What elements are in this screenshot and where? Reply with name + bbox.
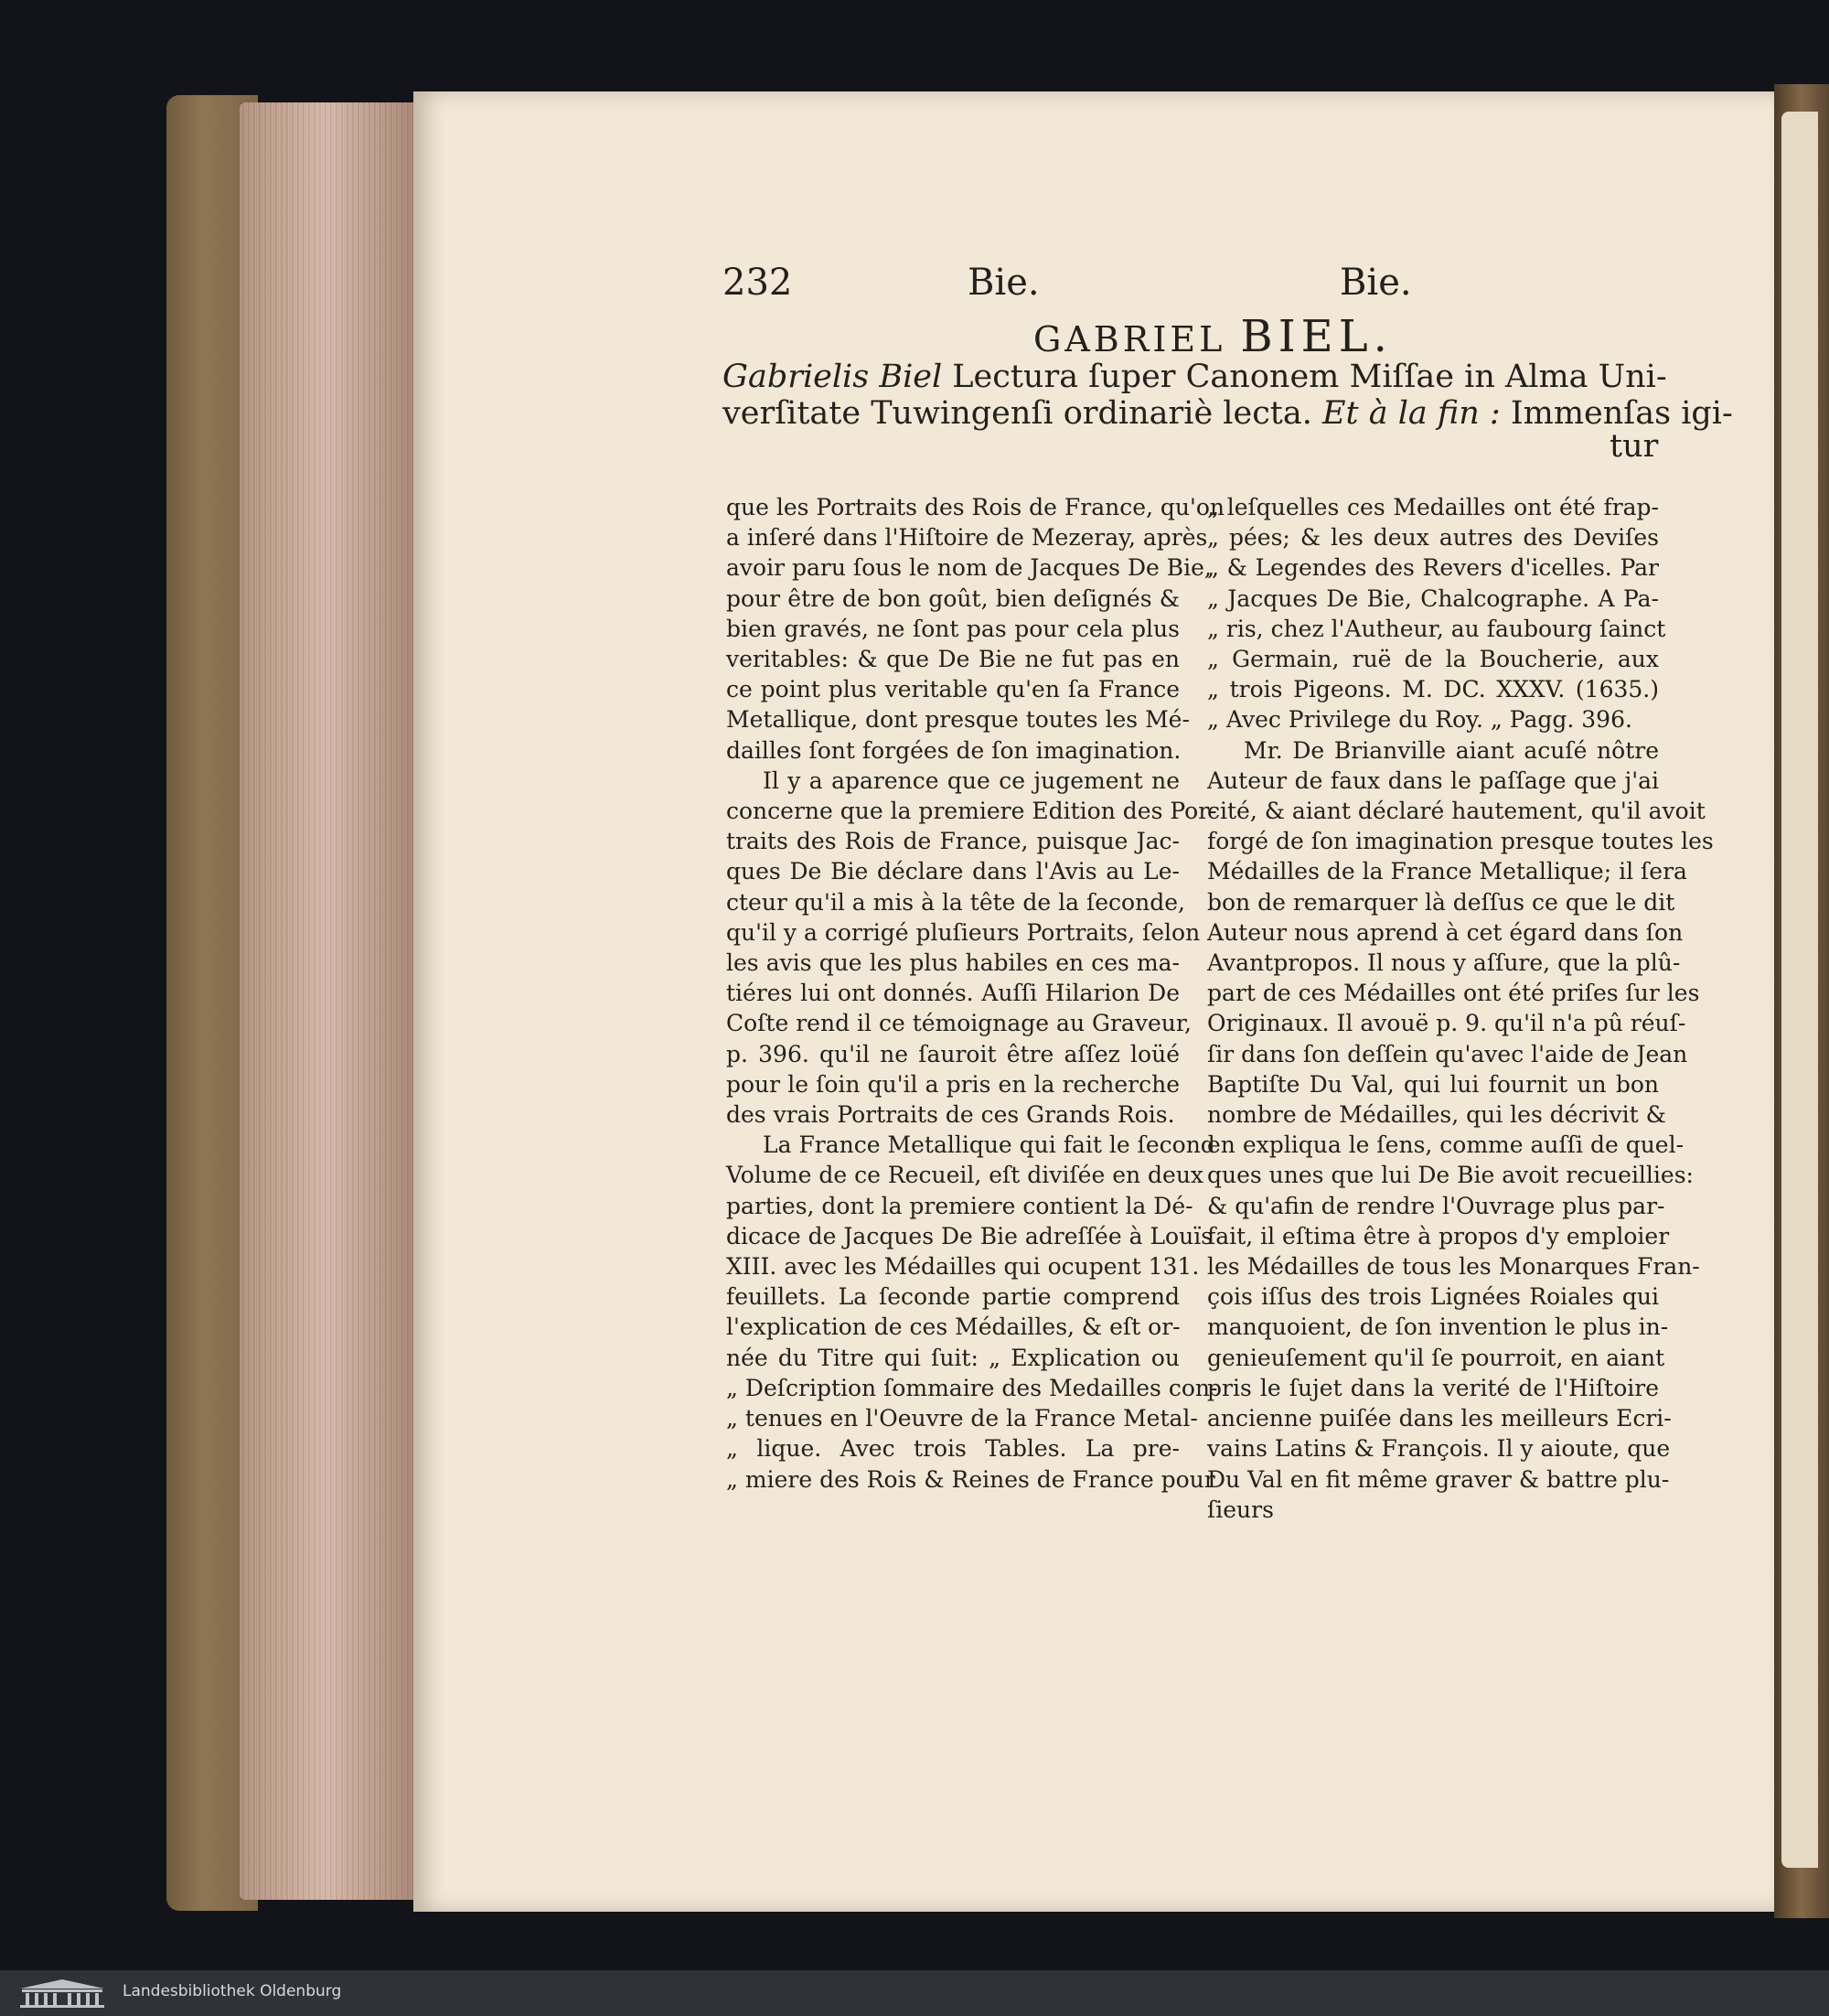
text-line: „ Jacques De Bie, Chalcographe. A Pa- [1207, 584, 1659, 612]
text-line: Mr. De Brianville aiant acuſé nôtre [1244, 736, 1659, 764]
text-line: Avantpropos. Il nous y aſſure, que la plû- [1207, 949, 1681, 977]
text-line: çois iſſus des trois Lignées Roiales qui [1207, 1283, 1659, 1311]
page-number: 232 [722, 262, 793, 304]
text-line: forgé de ſon imagination presque toutes les [1207, 828, 1714, 855]
text-line: pris le ſujet dans la verité de l'Hiſtoire [1207, 1374, 1659, 1401]
text-line: Coſte rend il ce témoignage au Graveur, [726, 1010, 1192, 1037]
text-line: & qu'afin de rendre l'Ouvrage plus par- [1207, 1192, 1665, 1219]
text-line: „ leſquelles ces Medailles ont été frap- [1207, 494, 1659, 520]
text-line: ce point plus veritable qu'en ſa France [726, 676, 1180, 703]
library-building-icon [16, 1978, 108, 2009]
text-line: Auteur de faux dans le paſſage que j'ai [1207, 767, 1659, 794]
text-line: Metallique, dont presque toutes les Mé- [726, 706, 1190, 734]
text-line: concerne que la premiere Edition des Por- [726, 798, 1217, 825]
text-line: XIII. avec les Médailles qui ocupent 131. [726, 1253, 1200, 1281]
text-line: manquoient, de ſon invention le plus in- [1207, 1314, 1669, 1341]
text-line: Du Val en fit même graver & battre plu- [1207, 1465, 1670, 1493]
text-line: traits des Rois de France, puisque Jac- [726, 828, 1180, 855]
text-line: vains Latins & François. Il y aioute, que [1207, 1435, 1671, 1463]
entry-title [1033, 311, 1393, 362]
entry-title-first: GABRIEL [1033, 319, 1226, 359]
running-head-right: Bie. [1340, 262, 1412, 304]
text-line: bien gravés, ne ſont pas pour cela plus [726, 615, 1180, 642]
text-line: ſir dans ſon deſſein qu'avec l'aide de Jean [1207, 1040, 1688, 1067]
text-line: pour être de bon goût, bien deſignés & [726, 584, 1180, 612]
text-line: en expliqua le ſens, comme auſſi de quel- [1207, 1131, 1685, 1159]
left-text-column [726, 492, 1225, 1495]
text-line: „ pées; & les deux autres des Deviſes [1207, 524, 1659, 552]
text-line: part de ces Médailles ont été priſes ſur les [1207, 980, 1700, 1007]
text-line: „ Avec Privilege du Roy. „ Pagg. 396. [1207, 706, 1632, 734]
text-line: Il y a aparence que ce jugement ne [763, 767, 1180, 794]
text-line: a inſeré dans l'Hiſtoire de Mezeray, après [726, 524, 1208, 552]
text-line: cteur qu'il a mis à la tête de la ſeconde, [726, 888, 1185, 916]
text-line: ques De Bie déclare dans l'Avis au Le- [726, 858, 1180, 885]
library-name: Landesbibliothek Oldenburg [123, 1982, 342, 2000]
right-text-column [1207, 492, 1714, 1525]
text-line: „ Germain, ruë de la Boucherie, aux [1207, 646, 1659, 673]
text-line: bon de remarquer là deſſus ce que le dit [1207, 888, 1675, 916]
text-line: p. 396. qu'il ne ſauroit être aſſez loüé [726, 1040, 1180, 1067]
text-line: dailles ſont forgées de ſon imagination. [726, 736, 1182, 764]
book-cover-right [1774, 84, 1829, 1918]
text-line: l'explication de ces Médailles, & eſt or- [726, 1314, 1181, 1341]
text-line: „ trois Pigeons. M. DC. XXXV. (1635.) [1207, 676, 1659, 703]
text-line: nombre de Médailles, qui les décrivit & [1207, 1101, 1666, 1129]
page-edges [240, 102, 413, 1900]
text-line: „ lique. Avec trois Tables. La pre- [726, 1435, 1180, 1463]
text-line: ques unes que lui De Bie avoit recueillies: [1207, 1162, 1694, 1189]
text-line: Volume de ce Recueil, eſt diviſée en deux [726, 1162, 1204, 1189]
text-line: avoir paru ſous le nom de Jacques De Bie, [726, 554, 1212, 582]
text-line: que les Portraits des Rois de France, qu'on [726, 494, 1225, 520]
text-line: pour le ſoin qu'il a pris en la recherche [726, 1070, 1180, 1098]
text-line: dicace de Jacques De Bie adreſſée à Louïs [726, 1222, 1214, 1249]
text-line: Baptiſte Du Val, qui lui fournit un bon [1207, 1070, 1659, 1098]
text-line: des vrais Portraits de ces Grands Rois. [726, 1101, 1175, 1129]
text-line: tiéres lui ont donnés. Auſſi Hilarion De [726, 980, 1180, 1007]
text-line: cité, & aiant déclaré hautement, qu'il avoit [1207, 798, 1706, 825]
text-line: „ ris, chez l'Autheur, au faubourg ſainct [1207, 615, 1666, 642]
footer-bar [0, 1970, 1829, 2016]
text-line: „ miere des Rois & Reines de France pour [726, 1465, 1215, 1493]
text-line: „ Deſcription ſommaire des Medailles con- [726, 1374, 1218, 1401]
text-line: les avis que les plus habiles en ces ma- [726, 949, 1180, 977]
text-line: les Médailles de tous les Monarques Fran- [1207, 1253, 1700, 1281]
text-line: genieuſement qu'il ſe pourroit, en aiant [1207, 1344, 1665, 1371]
text-line: veritables: & que De Bie ne fut pas en [726, 646, 1180, 673]
text-line: Originaux. Il avouë p. 9. qu'il n'a pû réuſ- [1207, 1010, 1686, 1037]
text-line: ancienne puiſée dans les meilleurs Ecri- [1207, 1405, 1672, 1432]
text-line: „ tenues en l'Oeuvre de la France Metal- [726, 1405, 1198, 1432]
text-line: née du Titre qui ſuit: „ Explication ou [726, 1344, 1180, 1371]
entry-line-3: tur [1610, 428, 1659, 465]
text-line: parties, dont la premiere contient la Dé- [726, 1192, 1193, 1219]
running-head-left: Bie. [968, 262, 1040, 304]
entry-line-1: Gabrielis Biel Lectura ſuper Canonem Miſſae in Alma Uni- [722, 359, 1667, 395]
text-line: fait, il eſtima être à propos d'y emploier [1207, 1222, 1670, 1249]
entry-title-last: BIEL. [1240, 311, 1393, 362]
text-line: Médailles de la France Metallique; il ſera [1207, 858, 1687, 885]
text-line: ſieurs [1207, 1496, 1274, 1523]
text-line: Auteur nous aprend à cet égard dans ſon [1207, 918, 1684, 946]
text-line: qu'il y a corrigé pluſieurs Portraits, ſelon [726, 918, 1201, 946]
text-line: La France Metallique qui fait le ſecond [763, 1131, 1215, 1159]
entry-line-2: verſitate Tuwingenſi ordinariè lecta. Et à la fin : Immenſas igi- [722, 395, 1733, 432]
text-line: feuillets. La ſeconde partie comprend [726, 1283, 1180, 1311]
text-line: „ & Legendes des Revers d'icelles. Par [1207, 554, 1659, 582]
